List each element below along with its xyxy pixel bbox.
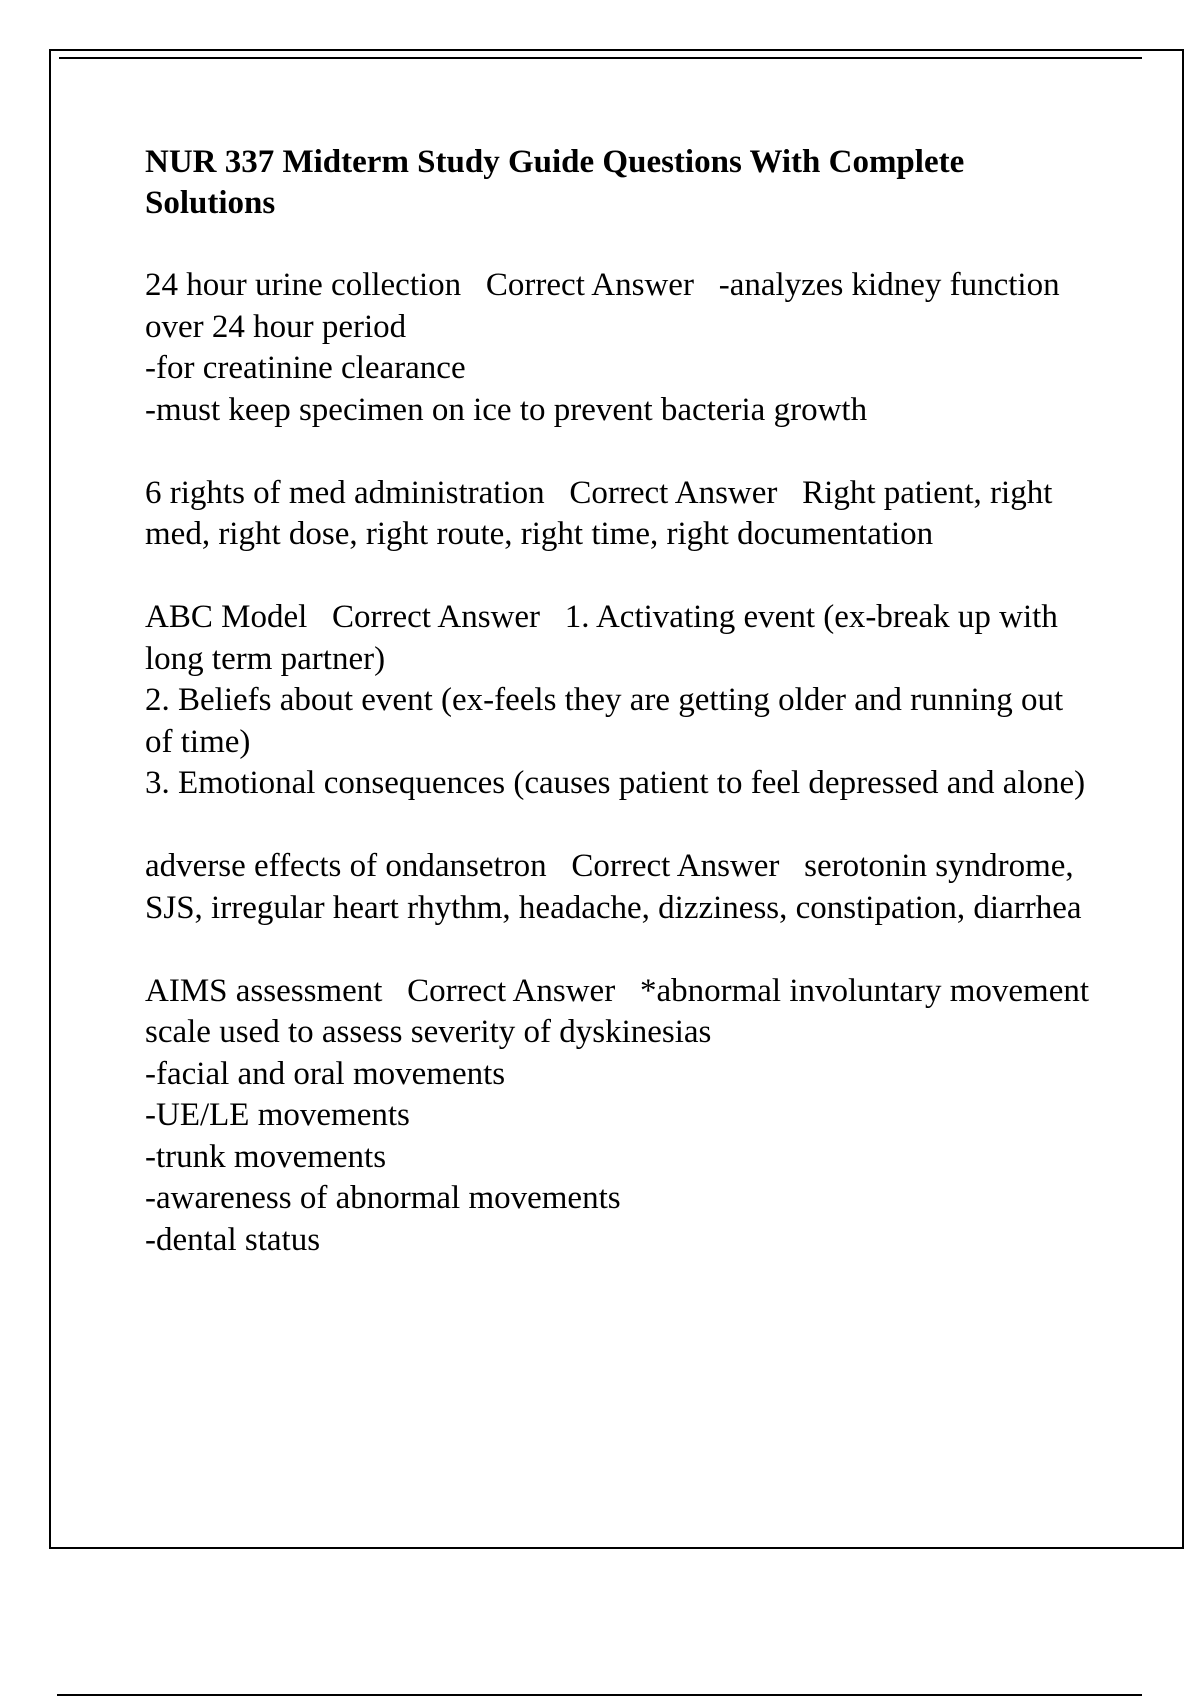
answer-line: -for creatinine clearance	[145, 350, 466, 386]
question-term: AIMS assessment	[145, 972, 383, 1009]
answer-line: 1. Activating event (ex-break up with long term partner)	[145, 599, 1067, 677]
qa-entry	[145, 846, 1095, 929]
qa-first-line	[145, 971, 1098, 1054]
answer-line: -must keep specimen on ice to prevent bacteria growth	[145, 391, 868, 428]
question-term: ABC Model	[145, 599, 308, 635]
qa-entry	[145, 473, 1095, 556]
correct-answer-label: Correct Answer	[407, 972, 616, 1009]
question-term: adverse effects of ondansetron	[145, 848, 547, 884]
qa-first-line	[145, 597, 1095, 680]
qa-entry	[145, 597, 1095, 805]
qa-first-line	[145, 473, 1095, 556]
qa-first-line	[145, 265, 1095, 348]
document-content	[145, 142, 1098, 1303]
answer-line: -dental status	[145, 1221, 321, 1258]
bottom-rule	[57, 1694, 1142, 1696]
answer-line: Right patient, right med, right dose, right route, right time, right documentation	[145, 474, 1061, 552]
answer-line: -analyzes kidney function over 24 hour period	[145, 267, 1068, 345]
document-title: NUR 337 Midterm Study Guide Questions With Complete Solutions	[145, 144, 965, 221]
question-term: 24 hour urine collection	[145, 267, 462, 303]
answer-line: -trunk movements	[145, 1138, 387, 1175]
answer-line: -UE/LE movements	[145, 1097, 410, 1133]
answer-line: serotonin syndrome, SJS, irregular heart rhythm, headache, dizziness, constipation, diarrhea	[145, 848, 1082, 926]
answer-line: 3. Emotional consequences (causes patient to feel depressed and alone)	[145, 765, 1086, 801]
answer-line: 2. Beliefs about event (ex-feels they are getting older and running out of time)	[145, 682, 1072, 760]
qa-first-line	[145, 846, 1095, 929]
correct-answer-label: Correct Answer	[332, 599, 541, 635]
correct-answer-label: Correct Answer	[571, 848, 780, 884]
correct-answer-label: Correct Answer	[485, 267, 694, 303]
qa-entry	[145, 971, 1098, 1262]
question-term: 6 rights of med administration	[145, 474, 545, 511]
top-rule	[59, 57, 1142, 59]
answer-line: -awareness of abnormal movements	[145, 1180, 621, 1216]
answer-line: -facial and oral movements	[145, 1055, 506, 1092]
answer-line: *abnormal involuntary movement scale used to assess severity of dyskinesias	[145, 972, 1098, 1050]
correct-answer-label: Correct Answer	[569, 474, 778, 511]
qa-entry	[145, 265, 1095, 431]
